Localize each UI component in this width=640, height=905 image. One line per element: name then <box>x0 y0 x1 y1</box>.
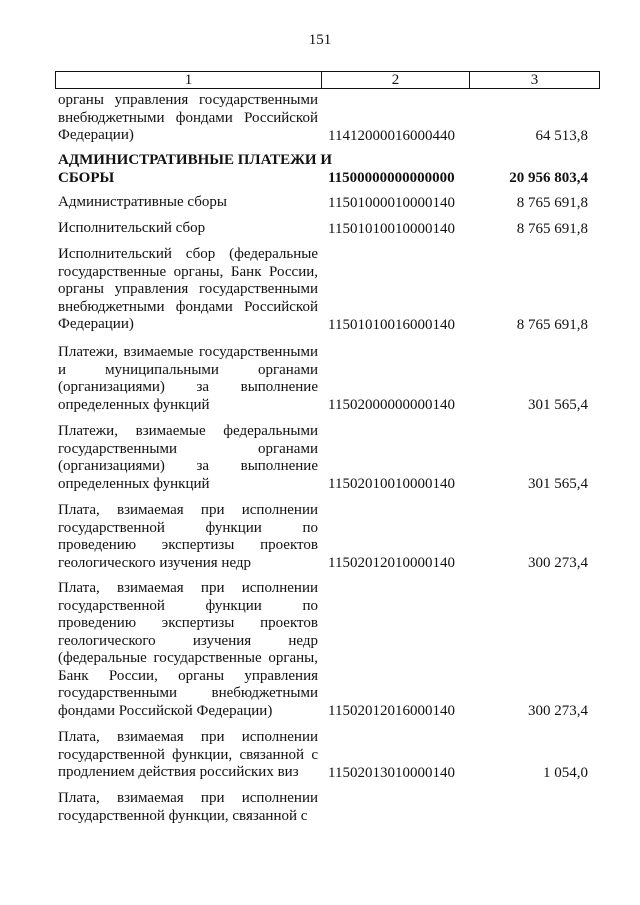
row-amount: 1 054,0 <box>543 764 588 781</box>
row-name-line: Исполнительский сбор (федеральные <box>58 246 318 262</box>
row-name <box>58 790 318 825</box>
row-amount: 8 765 691,8 <box>516 194 588 211</box>
table-row <box>58 344 598 414</box>
row-name-line: геологического изучения недр <box>58 554 252 571</box>
row-name-line: Плата, взимаемая при исполнении <box>58 790 318 806</box>
row-name-line: СБОРЫ <box>58 169 115 186</box>
row-name <box>58 246 318 334</box>
row-name-line: Плата, взимаемая при исполнении <box>58 502 318 518</box>
row-amount: 8 765 691,8 <box>516 316 588 333</box>
table-header-row <box>55 71 600 89</box>
row-name <box>58 580 318 720</box>
table-row <box>58 246 598 334</box>
row-name-line: государственной функции по <box>58 519 318 536</box>
row-name-line: органы управления государственными <box>58 281 318 297</box>
row-name-line: проведению экспертизы проектов <box>58 537 318 553</box>
table-row <box>58 502 598 572</box>
row-amount: 8 765 691,8 <box>516 220 588 237</box>
row-code: 11502012010000140 <box>328 554 455 571</box>
row-name-line: государственными органами <box>58 440 318 457</box>
row-name-line: внебюджетными фондами Российской <box>58 298 318 315</box>
row-name-line: проведению экспертизы проектов <box>58 615 318 631</box>
row-name-line: государственной функции по <box>58 597 318 614</box>
row-name <box>58 220 318 238</box>
row-code: 11502012016000140 <box>328 702 455 719</box>
row-name <box>58 729 318 782</box>
header-col-3: 3 <box>530 72 539 88</box>
row-name-line: определенных функций <box>58 396 210 413</box>
row-name-line: (организациями) за выполнение <box>58 458 318 474</box>
row-amount: 301 565,4 <box>528 475 588 492</box>
row-name-line: (организациями) за выполнение <box>58 379 318 395</box>
row-name-line: государственные органы, Банк России, <box>58 263 318 280</box>
row-name <box>58 152 333 187</box>
row-name-line: геологического изучения недр <box>58 632 318 649</box>
page-number: 151 <box>308 32 332 48</box>
row-code: 11501000010000140 <box>328 194 455 211</box>
table-row <box>58 92 598 145</box>
row-name-line: АДМИНИСТРАТИВНЫЕ ПЛАТЕЖИ И <box>58 152 333 168</box>
table-row <box>58 423 598 493</box>
header-col-1: 1 <box>56 72 322 88</box>
row-amount: 20 956 803,4 <box>509 169 588 186</box>
row-name-line: Плата, взимаемая при исполнении <box>58 580 318 596</box>
row-name <box>58 194 318 212</box>
table-row <box>58 194 598 212</box>
row-amount: 64 513,8 <box>535 127 588 144</box>
row-name-line: Платежи, взимаемые государственными <box>58 344 318 360</box>
row-name-line: органы управления государственными <box>58 92 318 108</box>
row-amount: 300 273,4 <box>528 554 588 571</box>
row-name-line: (федеральные государственные органы, <box>58 650 318 666</box>
row-name-line: Административные сборы <box>58 194 227 210</box>
row-name <box>58 92 318 145</box>
row-name-line: определенных функций <box>58 475 210 492</box>
table-row <box>58 152 598 187</box>
row-name-line: Исполнительский сбор <box>58 220 206 236</box>
table-row <box>58 580 598 720</box>
row-name-line: Банк России, органы управления <box>58 667 318 684</box>
row-name-line: и муниципальными органами <box>58 361 318 378</box>
row-amount: 301 565,4 <box>528 396 588 413</box>
row-name-line: Платежи, взимаемые федеральными <box>58 423 318 439</box>
row-code: 11500000000000000 <box>328 169 455 186</box>
row-code: 11501010016000140 <box>328 316 455 333</box>
row-code: 11502000000000140 <box>328 396 455 413</box>
row-code: 11502013010000140 <box>328 764 455 781</box>
row-name-line: государственной функции, связанной с <box>58 746 318 763</box>
row-name <box>58 344 318 414</box>
table-row <box>58 220 598 238</box>
row-name-line: Федерации) <box>58 127 134 143</box>
row-name-line: продлением действия российских виз <box>58 764 299 780</box>
row-name-line: государственной функции, связанной с <box>58 807 308 824</box>
row-name <box>58 423 318 493</box>
row-name-line: фондами Российской Федерации) <box>58 702 273 719</box>
row-name-line: Федерации) <box>58 316 134 332</box>
table-row <box>58 790 598 825</box>
row-code: 11412000016000440 <box>328 127 455 144</box>
row-name-line: внебюджетными фондами Российской <box>58 109 318 126</box>
row-name-line: Плата, взимаемая при исполнении <box>58 729 318 745</box>
header-col-2: 2 <box>322 72 470 88</box>
row-name-line: государственными внебюджетными <box>58 685 318 701</box>
row-code: 11502010010000140 <box>328 475 455 492</box>
row-code: 11501010010000140 <box>328 220 455 237</box>
row-amount: 300 273,4 <box>528 702 588 719</box>
row-name <box>58 502 318 572</box>
table-row <box>58 729 598 782</box>
